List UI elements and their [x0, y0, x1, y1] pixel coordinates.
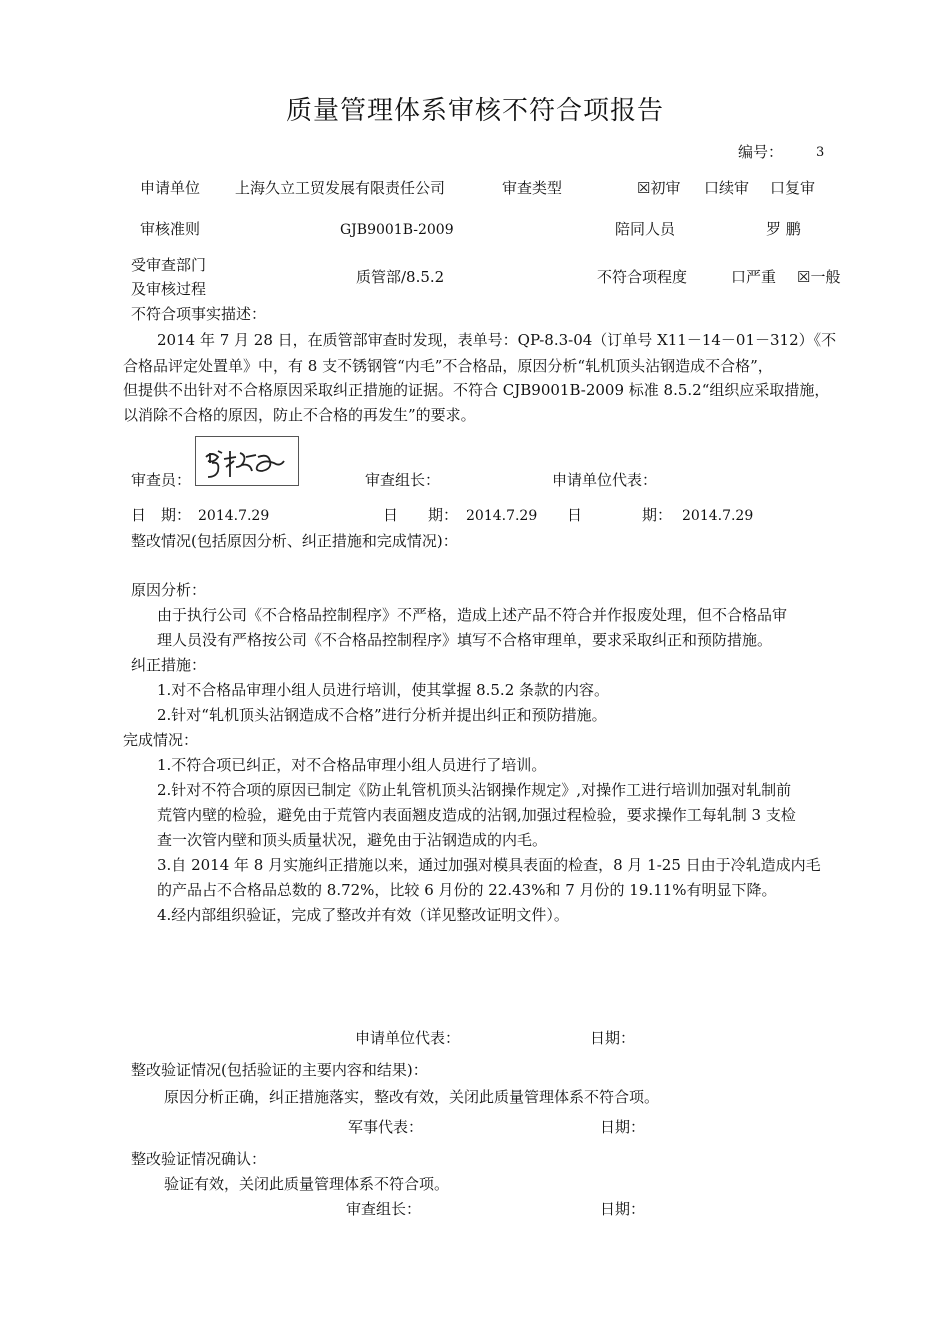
confirmation-leader-label: 审查组长： — [346, 1200, 422, 1218]
number-label: 编号： — [738, 143, 784, 161]
facts-line-1: 2014 年 7 月 28 日，在质管部审查时发现，表单号：QP-8.3-04（订单号 X11－14－01－312）《不 — [157, 331, 837, 349]
degree-serious-checkbox[interactable]: 口严重 — [731, 268, 777, 286]
date-label-1: 日 期： — [131, 506, 192, 524]
complete-2b: 荒管内壁的检验，避免由于荒管内表面翘皮造成的沾钢,加强过程检验，要求操作工每轧制 3 支检 — [157, 806, 796, 824]
confirmation-text: 验证有效，关闭此质量管理体系不符合项。 — [164, 1175, 450, 1193]
applicant-label: 申请单位 — [140, 179, 201, 197]
degree-label: 不符合项程度 — [597, 268, 688, 286]
facts-line-4: 以消除不合格的原因，防止不合格的再发生”的要求。 — [123, 406, 476, 424]
complete-1: 1.不符合项已纠正，对不合格品审理小组人员进行了培训。 — [157, 756, 547, 774]
dept-label-line2: 及审核过程 — [131, 280, 207, 298]
complete-2a: 2.针对不符合项的原因已制定《防止轧管机顶头沾钢操作规定》,对操作工进行培训加强对轧制前 — [157, 781, 792, 799]
date-label-3: 日 期： — [567, 506, 673, 524]
complete-label: 完成情况： — [123, 731, 199, 749]
companion-label: 陪同人员 — [615, 220, 676, 238]
military-rep-label: 军事代表： — [348, 1118, 424, 1136]
standard-value: GJB9001B-2009 — [340, 222, 454, 238]
complete-2c: 查一次管内壁和顶头质量状况，避免由于沾钢造成的内毛。 — [157, 831, 548, 849]
date-value-1: 2014.7.29 — [198, 508, 270, 524]
confirmation-date-label: 日期： — [600, 1200, 646, 1218]
date-label-2: 日 期： — [383, 506, 459, 524]
dept-value: 质管部/8.5.2 — [356, 268, 445, 286]
number-value: 3 — [816, 145, 825, 160]
verification-heading: 整改验证情况(包括验证的主要内容和结果)： — [131, 1061, 428, 1079]
complete-3b: 的产品占不合格品总数的 8.72%，比较 6 月份的 22.43%和 7 月份的 19.11%有明显下降。 — [157, 881, 777, 899]
applicant-value: 上海久立工贸发展有限责任公司 — [235, 179, 446, 197]
measure-label: 纠正措施： — [131, 656, 207, 674]
companion-value: 罗 鹏 — [766, 220, 801, 238]
leader-label: 审查组长： — [365, 471, 441, 489]
verification-text: 原因分析正确，纠正措施落实，整改有效，关闭此质量管理体系不符合项。 — [164, 1088, 660, 1106]
cause-line-2: 理人员没有严格按公司《不合格品控制程序》填写不合格审理单，要求采取纠正和预防措施。 — [157, 631, 773, 649]
rectification-date-label: 日期： — [590, 1029, 636, 1047]
cause-line-1: 由于执行公司《不合格品控制程序》不严格，造成上述产品不符合并作报废处理，但不合格品审 — [157, 606, 788, 624]
facts-line-2: 合格品评定处置单》中，有 8 支不锈钢管“内毛”不合格品，原因分析“轧机顶头沾钢造成不合格”， — [123, 357, 773, 375]
audit-type-re-checkbox[interactable]: 口复审 — [770, 179, 816, 197]
audit-type-label: 审查类型 — [502, 179, 563, 197]
facts-label: 不符合项事实描述： — [131, 305, 267, 323]
measure-1: 1.对不合格品审理小组人员进行培训，使其掌握 8.5.2 条款的内容。 — [157, 681, 610, 699]
rectification-rep-label: 申请单位代表： — [355, 1029, 461, 1047]
facts-line-3: 但提供不出针对不合格原因采取纠正措施的证据。不符合 CJB9001B-2009 标准 8.5.2“组织应采取措施， — [123, 381, 830, 399]
dept-label-line1: 受审查部门 — [131, 256, 207, 274]
signature-icon — [196, 437, 298, 485]
auditor-signature — [195, 436, 299, 486]
verification-date-label: 日期： — [600, 1118, 646, 1136]
standard-label: 审核准则 — [140, 220, 201, 238]
date-value-3: 2014.7.29 — [682, 508, 754, 524]
confirmation-heading: 整改验证情况确认： — [131, 1150, 267, 1168]
degree-general-checkbox[interactable]: ☒一般 — [797, 268, 841, 286]
complete-4: 4.经内部组织验证，完成了整改并有效（详见整改证明文件）。 — [157, 906, 569, 924]
audit-type-continued-checkbox[interactable]: 口续审 — [704, 179, 750, 197]
cause-label: 原因分析： — [131, 581, 207, 599]
auditor-label: 审查员： — [131, 471, 192, 489]
measure-2: 2.针对“轧机顶头沾钢造成不合格”进行分析并提出纠正和预防措施。 — [157, 706, 607, 724]
date-value-2: 2014.7.29 — [466, 508, 538, 524]
rectification-heading: 整改情况(包括原因分析、纠正措施和完成情况)： — [131, 532, 458, 550]
rep-label: 申请单位代表： — [552, 471, 658, 489]
complete-3a: 3.自 2014 年 8 月实施纠正措施以来，通过加强对模具表面的检查，8 月 1-25 日由于冷轧造成内毛 — [157, 856, 821, 874]
audit-type-first-checkbox[interactable]: ☒初审 — [637, 179, 681, 197]
page-title: 质量管理体系审核不符合项报告 — [285, 96, 664, 126]
